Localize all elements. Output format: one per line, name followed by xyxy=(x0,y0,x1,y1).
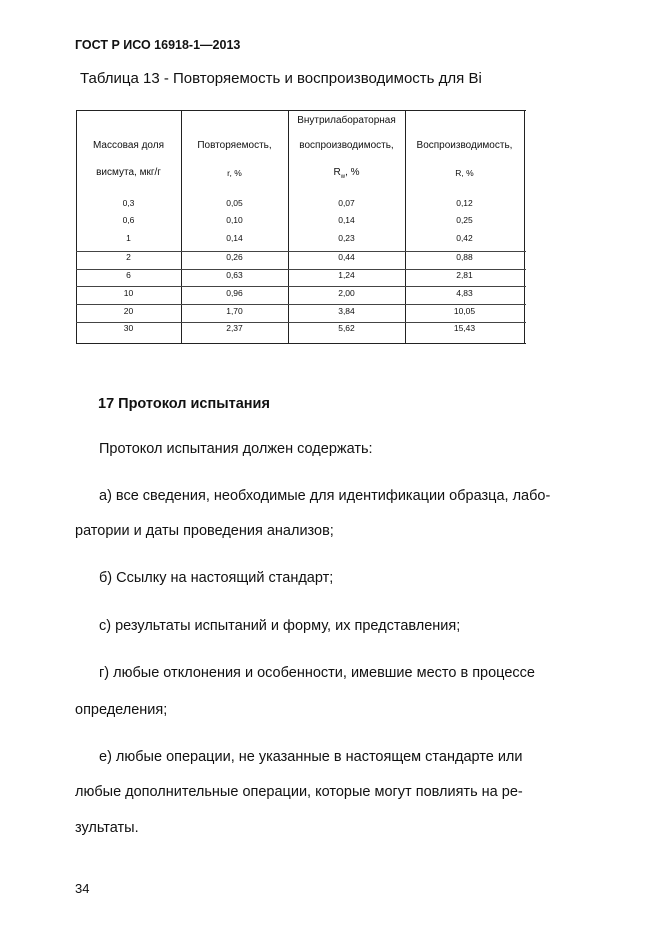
table-cell: 1,70 xyxy=(226,306,243,316)
table-cell: 6 xyxy=(126,270,131,280)
intralab-symbol: R xyxy=(333,167,341,178)
table-cell: 0,96 xyxy=(226,288,243,298)
table-cell: 0,44 xyxy=(338,252,355,262)
table-cell: 0,14 xyxy=(226,233,243,243)
table-cell: 0,14 xyxy=(338,215,355,225)
column-header-mass-fraction-line2: висмута, мкг/г xyxy=(96,167,161,178)
results-table xyxy=(76,110,526,344)
table-cell: 1,24 xyxy=(338,270,355,280)
paragraph-line: б) Ссылку на настоящий стандарт; xyxy=(99,570,334,586)
table-cell: 0,6 xyxy=(122,215,135,225)
table-cell: 0,88 xyxy=(456,252,473,262)
page-number: 34 xyxy=(75,881,90,896)
column-header-repeatability-line2: r, % xyxy=(227,168,242,178)
column-header-mass-fraction-line1: Массовая доля xyxy=(92,140,165,151)
paragraph-line: г) любые отклонения и особенности, имевшие место в процессе xyxy=(99,665,535,681)
table-cell: 0,63 xyxy=(226,270,243,280)
table-cell: 0,25 xyxy=(456,215,473,225)
table-cell: 10,05 xyxy=(453,306,476,316)
paragraph-line: е) любые операции, не указанные в настоящем стандарте или xyxy=(99,749,523,765)
intralab-subscript: w xyxy=(340,174,346,180)
paragraph-line: с) результаты испытаний и форму, их представления; xyxy=(99,618,461,634)
column-header-intralab-line1: Внутрилабораторная xyxy=(297,115,396,126)
table-cell: 0,3 xyxy=(122,198,135,208)
column-header-intralab-line3 xyxy=(288,167,405,183)
paragraph-line: любые дополнительные операции, которые могут повлиять на ре- xyxy=(75,784,523,800)
paragraph-line: определения; xyxy=(75,702,168,718)
table-cell: 2 xyxy=(126,252,131,262)
table-cell: 0,26 xyxy=(226,252,243,262)
document-header: ГОСТ Р ИСО 16918-1—2013 xyxy=(75,38,241,52)
table-cell: 0,42 xyxy=(456,233,473,243)
table-cell: 5,62 xyxy=(338,323,355,333)
table-caption: Таблица 13 - Повторяемость и воспроизводимость для Bi xyxy=(80,70,482,87)
table-cell: 3,84 xyxy=(338,306,355,316)
table-cell: 2,37 xyxy=(226,323,243,333)
paragraph-line: Протокол испытания должен содержать: xyxy=(99,441,373,457)
table-cell: 2,81 xyxy=(456,270,473,280)
table-cell: 1 xyxy=(126,233,131,243)
table-cell: 0,23 xyxy=(338,233,355,243)
table-cell: 0,10 xyxy=(226,215,243,225)
paragraph-line: а) все сведения, необходимые для идентификации образца, лабо- xyxy=(99,488,551,504)
table-cell: 0,05 xyxy=(226,198,243,208)
table-cell: 2,00 xyxy=(338,288,355,298)
intralab-unit: , % xyxy=(345,167,360,178)
table-cell: 0,12 xyxy=(456,198,473,208)
table-cell: 10 xyxy=(123,288,134,298)
column-header-intralab-line2: воспроизводимость, xyxy=(299,140,394,151)
table-cell: 30 xyxy=(123,323,134,333)
table-cell: 0,07 xyxy=(338,198,355,208)
table-cell: 20 xyxy=(123,306,134,316)
paragraph-line: ратории и даты проведения анализов; xyxy=(75,523,334,539)
table-cell: 4,83 xyxy=(456,288,473,298)
table-cell: 15,43 xyxy=(453,323,476,333)
column-header-repeatability-line1: Повторяемость, xyxy=(197,140,272,151)
column-header-reproducibility-line2: R, % xyxy=(455,168,474,178)
section-title: 17 Протокол испытания xyxy=(98,396,270,412)
paragraph-line: зультаты. xyxy=(75,820,139,836)
column-header-reproducibility-line1: Воспроизводимость, xyxy=(416,140,513,151)
